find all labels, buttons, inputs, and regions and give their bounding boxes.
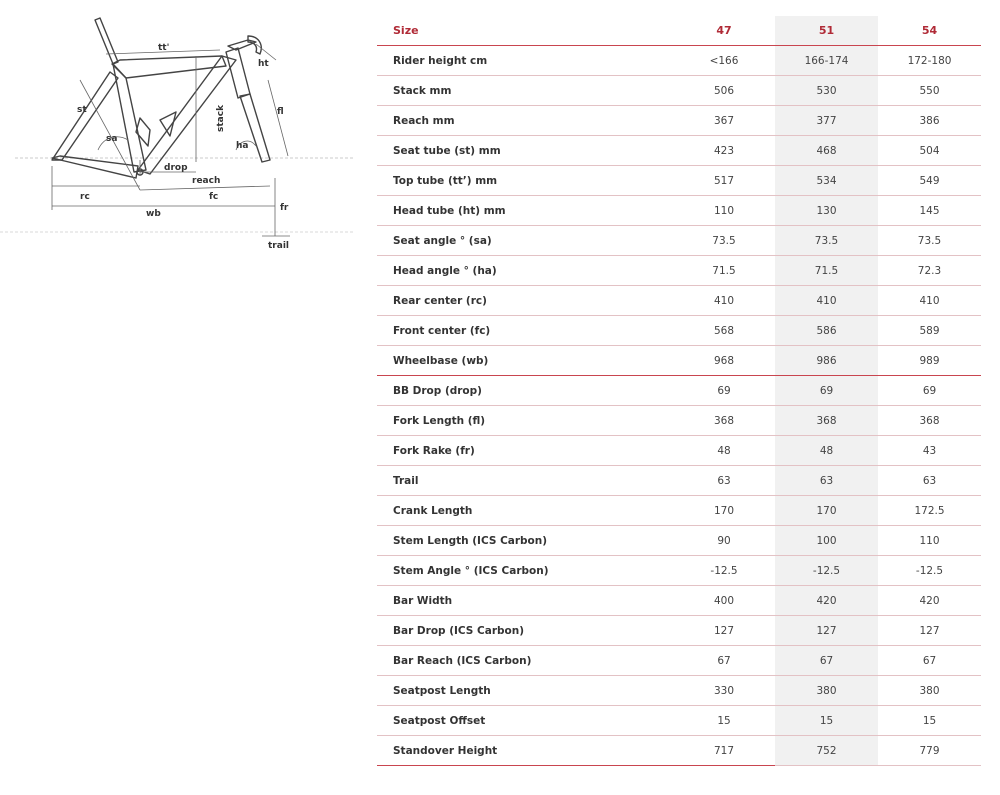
row-label: Seat tube (st) mm (377, 136, 673, 166)
value-size-47: 368 (673, 406, 775, 436)
value-size-54: 63 (878, 466, 981, 496)
row-label: Rider height cm (377, 46, 673, 76)
table-row (377, 136, 981, 166)
value-size-54: 172-180 (878, 46, 981, 76)
row-label: Crank Length (377, 496, 673, 526)
table-row (377, 586, 981, 616)
value-size-54: 15 (878, 706, 981, 736)
row-label: Stem Angle ° (ICS Carbon) (377, 556, 673, 586)
value-size-47: 48 (673, 436, 775, 466)
label-tt: tt' (158, 43, 170, 53)
row-label: Reach mm (377, 106, 673, 136)
label-fc: fc (209, 192, 219, 202)
table-header-row (377, 16, 981, 46)
value-size-51: 410 (775, 286, 878, 316)
table-row (377, 466, 981, 496)
value-size-54: 420 (878, 586, 981, 616)
table-row (377, 256, 981, 286)
size-47-header: 47 (673, 16, 775, 46)
value-size-51: 127 (775, 616, 878, 646)
value-size-51: 48 (775, 436, 878, 466)
value-size-54: 549 (878, 166, 981, 196)
label-trail: trail (268, 241, 289, 251)
value-size-47: -12.5 (673, 556, 775, 586)
row-label: Bar Reach (ICS Carbon) (377, 646, 673, 676)
value-size-47: 71.5 (673, 256, 775, 286)
value-size-47: 15 (673, 706, 775, 736)
value-size-54: 69 (878, 376, 981, 406)
value-size-51: 73.5 (775, 226, 878, 256)
value-size-47: 423 (673, 136, 775, 166)
value-size-51: 69 (775, 376, 878, 406)
value-size-47: 63 (673, 466, 775, 496)
frame-outline (52, 18, 270, 178)
value-size-54: 43 (878, 436, 981, 466)
value-size-54: 779 (878, 736, 981, 766)
label-rc: rc (80, 192, 90, 202)
value-size-51: 100 (775, 526, 878, 556)
value-size-47: 73.5 (673, 226, 775, 256)
row-label: Wheelbase (wb) (377, 346, 673, 376)
value-size-54: 989 (878, 346, 981, 376)
table-row (377, 676, 981, 706)
value-size-54: 67 (878, 646, 981, 676)
value-size-51: 170 (775, 496, 878, 526)
row-label: Front center (fc) (377, 316, 673, 346)
value-size-47: 170 (673, 496, 775, 526)
table-row (377, 376, 981, 406)
size-header: Size (377, 16, 673, 46)
table-row (377, 436, 981, 466)
value-size-47: 400 (673, 586, 775, 616)
label-drop: drop (164, 163, 188, 173)
row-label: BB Drop (drop) (377, 376, 673, 406)
table-row (377, 526, 981, 556)
value-size-54: 504 (878, 136, 981, 166)
value-size-54: 72.3 (878, 256, 981, 286)
table-row (377, 616, 981, 646)
value-size-47: 127 (673, 616, 775, 646)
value-size-51: 71.5 (775, 256, 878, 286)
value-size-47: 506 (673, 76, 775, 106)
table-row (377, 46, 981, 76)
geometry-table (377, 16, 981, 766)
table-row (377, 316, 981, 346)
value-size-47: 410 (673, 286, 775, 316)
label-ha: ha (236, 141, 249, 151)
bike-geometry-diagram (0, 0, 360, 260)
value-size-51: 468 (775, 136, 878, 166)
table-row (377, 736, 981, 766)
value-size-51: 166-174 (775, 46, 878, 76)
value-size-54: 110 (878, 526, 981, 556)
row-label: Top tube (tt’) mm (377, 166, 673, 196)
row-label: Seatpost Offset (377, 706, 673, 736)
value-size-47: 517 (673, 166, 775, 196)
value-size-51: 380 (775, 676, 878, 706)
row-label: Stem Length (ICS Carbon) (377, 526, 673, 556)
row-label: Bar Width (377, 586, 673, 616)
value-size-51: 420 (775, 586, 878, 616)
value-size-54: 368 (878, 406, 981, 436)
table-row (377, 406, 981, 436)
value-size-54: 589 (878, 316, 981, 346)
value-size-54: 386 (878, 106, 981, 136)
value-size-54: 550 (878, 76, 981, 106)
label-ht: ht (258, 59, 269, 69)
row-label: Fork Rake (fr) (377, 436, 673, 466)
row-label: Seatpost Length (377, 676, 673, 706)
row-label: Fork Length (fl) (377, 406, 673, 436)
value-size-47: 67 (673, 646, 775, 676)
table-row (377, 76, 981, 106)
value-size-51: 986 (775, 346, 878, 376)
table-row (377, 556, 981, 586)
value-size-54: 127 (878, 616, 981, 646)
value-size-51: -12.5 (775, 556, 878, 586)
value-size-47: 968 (673, 346, 775, 376)
value-size-51: 63 (775, 466, 878, 496)
row-label: Trail (377, 466, 673, 496)
value-size-51: 368 (775, 406, 878, 436)
value-size-47: 110 (673, 196, 775, 226)
value-size-51: 130 (775, 196, 878, 226)
value-size-47: 330 (673, 676, 775, 706)
label-wb: wb (146, 209, 161, 219)
size-54-header: 54 (878, 16, 981, 46)
row-label: Stack mm (377, 76, 673, 106)
table-row (377, 196, 981, 226)
value-size-51: 534 (775, 166, 878, 196)
value-size-51: 586 (775, 316, 878, 346)
table-row (377, 226, 981, 256)
size-51-header: 51 (775, 16, 878, 46)
table-row (377, 496, 981, 526)
value-size-54: 73.5 (878, 226, 981, 256)
value-size-47: 717 (673, 736, 775, 766)
value-size-51: 530 (775, 76, 878, 106)
table-row (377, 106, 981, 136)
value-size-54: 410 (878, 286, 981, 316)
value-size-54: 145 (878, 196, 981, 226)
row-label: Head tube (ht) mm (377, 196, 673, 226)
value-size-47: <166 (673, 46, 775, 76)
value-size-51: 67 (775, 646, 878, 676)
table-row (377, 646, 981, 676)
row-label: Bar Drop (ICS Carbon) (377, 616, 673, 646)
row-label: Seat angle ° (sa) (377, 226, 673, 256)
table-row (377, 346, 981, 376)
label-fl: fl (277, 107, 284, 117)
table-row (377, 166, 981, 196)
row-label: Head angle ° (ha) (377, 256, 673, 286)
value-size-54: 380 (878, 676, 981, 706)
value-size-47: 568 (673, 316, 775, 346)
row-label: Rear center (rc) (377, 286, 673, 316)
label-fr: fr (280, 203, 289, 213)
table-row (377, 286, 981, 316)
value-size-51: 377 (775, 106, 878, 136)
table-row (377, 706, 981, 736)
value-size-51: 752 (775, 736, 878, 766)
label-stack: stack (216, 104, 226, 132)
label-reach: reach (192, 176, 221, 186)
value-size-47: 90 (673, 526, 775, 556)
value-size-47: 69 (673, 376, 775, 406)
value-size-51: 15 (775, 706, 878, 736)
label-st: st (77, 105, 87, 115)
row-label: Standover Height (377, 736, 673, 766)
value-size-54: 172.5 (878, 496, 981, 526)
label-sa: sa (106, 134, 118, 144)
value-size-47: 367 (673, 106, 775, 136)
value-size-54: -12.5 (878, 556, 981, 586)
